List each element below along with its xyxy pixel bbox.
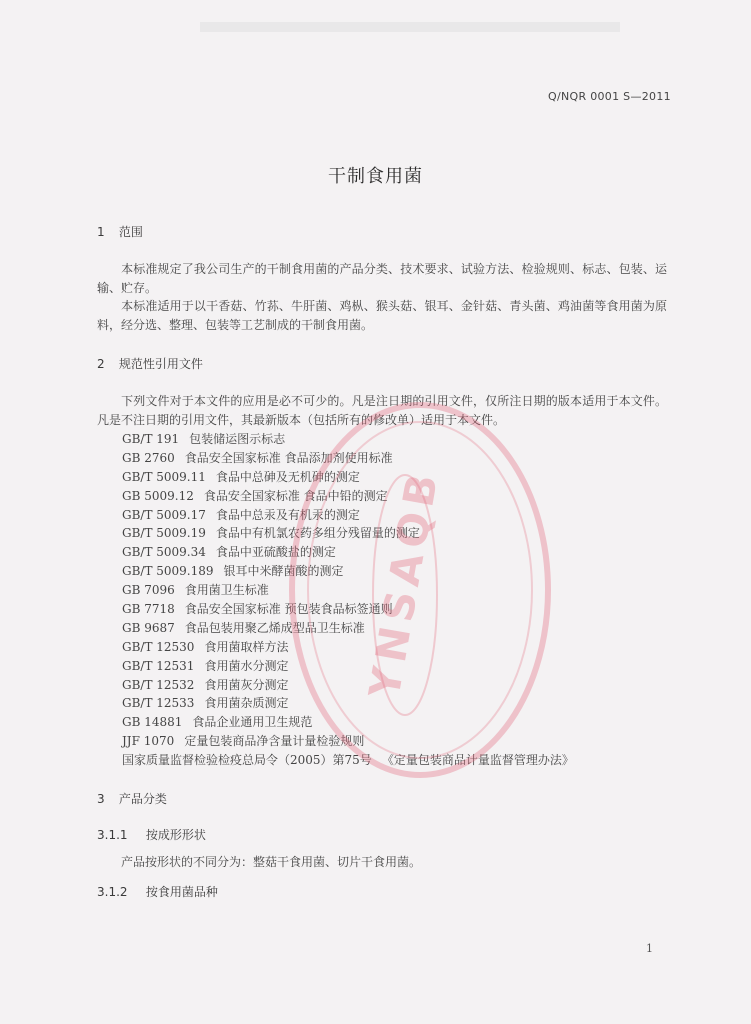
reference-code: GB 5009.12 bbox=[122, 488, 194, 503]
reference-item bbox=[122, 562, 574, 581]
section-title: 规范性引用文件 bbox=[118, 357, 203, 371]
subsection-3-1-2-heading bbox=[97, 883, 218, 900]
reference-item bbox=[122, 543, 574, 562]
section-number: 3 bbox=[97, 792, 105, 806]
reference-code: GB 14881 bbox=[122, 715, 183, 730]
reference-item bbox=[122, 657, 574, 676]
reference-code: JJF 1070 bbox=[122, 734, 175, 749]
reference-name: 包装储运图示标志 bbox=[189, 432, 286, 446]
reference-item bbox=[122, 694, 574, 713]
paragraph-text: 产品按形状的不同分为：整菇干食用菌、切片干食用菌。 bbox=[121, 855, 422, 869]
reference-item bbox=[122, 751, 574, 770]
reference-item bbox=[122, 676, 574, 695]
scope-paragraph-1 bbox=[97, 260, 667, 298]
reference-name: 食用菌卫生标准 bbox=[184, 583, 269, 598]
reference-name: 食用菌取样方法 bbox=[204, 639, 289, 654]
reference-item bbox=[122, 487, 574, 506]
section-number: 2 bbox=[97, 357, 105, 371]
subsection-title: 按食用菌品种 bbox=[145, 885, 218, 899]
reference-code: GB/T 5009.11 bbox=[122, 469, 206, 484]
reference-name: 定量包装商品净含量计量检验规则 bbox=[184, 734, 365, 749]
subsection-number: 3.1.1 bbox=[97, 828, 128, 842]
reference-name: 食品安全国家标准 食品添加剂使用标准 bbox=[184, 450, 393, 465]
seal-code-text: YNSAQB bbox=[359, 464, 449, 702]
reference-code: GB/T 12530 bbox=[122, 639, 195, 654]
reference-name: 食品中总汞及有机汞的测定 bbox=[215, 507, 360, 522]
reference-code: GB 9687 bbox=[122, 620, 175, 635]
reference-name: 食用菌杂质测定 bbox=[204, 696, 289, 711]
reference-name: 食品中总砷及无机砷的测定 bbox=[215, 469, 360, 484]
reference-name: 食品中有机氯农药多组分残留量的测定 bbox=[215, 526, 420, 541]
scope-paragraph-2 bbox=[97, 297, 667, 335]
normative-references-intro bbox=[97, 392, 667, 430]
reference-name: 食品中亚硫酸盐的测定 bbox=[215, 545, 336, 560]
reference-code: GB/T 5009.34 bbox=[122, 545, 206, 560]
reference-code: GB/T 12531 bbox=[122, 658, 195, 673]
document-title: 干制食用菌 bbox=[328, 166, 423, 187]
scan-bleed-through bbox=[200, 22, 620, 32]
reference-item bbox=[122, 600, 574, 619]
reference-list bbox=[122, 430, 574, 770]
reference-name: 食用菌水分测定 bbox=[204, 658, 289, 673]
reference-code: GB/T 191 bbox=[122, 432, 180, 446]
reference-item bbox=[122, 713, 574, 732]
reference-item bbox=[122, 619, 574, 638]
reference-item bbox=[122, 430, 574, 449]
reference-item bbox=[122, 506, 574, 525]
reference-code: GB 2760 bbox=[122, 450, 175, 465]
paragraph-text: 本标准适用于以干香菇、竹荪、牛肝菌、鸡枞、猴头菇、银耳、金针菇、青头菌、鸡油菌等食用菌为原料，经分选、整理、包装等工艺制成的干制食用菌。 bbox=[97, 299, 667, 332]
reference-code: 国家质量监督检验检疫总局令（2005）第75号 bbox=[122, 753, 372, 768]
reference-code: GB/T 5009.17 bbox=[122, 507, 206, 522]
reference-code: GB/T 12532 bbox=[122, 677, 195, 692]
section-title: 产品分类 bbox=[118, 792, 167, 806]
page-number: 1 bbox=[646, 942, 653, 955]
reference-name: 食品安全国家标准 食品中铅的测定 bbox=[203, 488, 388, 503]
reference-name: 食品企业通用卫生规范 bbox=[192, 715, 313, 730]
reference-name: 食用菌灰分测定 bbox=[204, 677, 289, 692]
reference-item bbox=[122, 638, 574, 657]
reference-item bbox=[122, 581, 574, 600]
section-title: 范围 bbox=[118, 225, 143, 239]
reference-name: 食品包装用聚乙烯成型品卫生标准 bbox=[184, 620, 365, 635]
subsection-number: 3.1.2 bbox=[97, 885, 128, 899]
reference-item bbox=[122, 732, 574, 751]
reference-code: GB 7096 bbox=[122, 583, 175, 598]
document-code: Q/NQR 0001 S—2011 bbox=[548, 90, 671, 103]
reference-name: 银耳中米酵菌酸的测定 bbox=[223, 564, 344, 579]
section-1-heading bbox=[97, 223, 143, 240]
reference-item bbox=[122, 524, 574, 543]
shape-classification-paragraph bbox=[97, 853, 667, 872]
reference-code: GB 7718 bbox=[122, 602, 175, 617]
section-number: 1 bbox=[97, 225, 105, 239]
section-3-heading bbox=[97, 790, 167, 807]
subsection-title: 按成形形状 bbox=[145, 828, 206, 842]
reference-item bbox=[122, 449, 574, 468]
paragraph-text: 下列文件对于本文件的应用是必不可少的。凡是注日期的引用文件，仅所注日期的版本适用于本文件。凡是不注日期的引用文件，其最新版本（包括所有的修改单）适用于本文件。 bbox=[97, 394, 667, 427]
reference-code: GB/T 5009.19 bbox=[122, 526, 206, 541]
paragraph-text: 本标准规定了我公司生产的干制食用菌的产品分类、技术要求、试验方法、检验规则、标志、包装、运输、贮存。 bbox=[97, 262, 667, 295]
reference-code: GB/T 12533 bbox=[122, 696, 195, 711]
reference-name: 食品安全国家标准 预包装食品标签通则 bbox=[184, 602, 393, 617]
reference-name: 《定量包装商品计量监督管理办法》 bbox=[381, 753, 574, 768]
subsection-3-1-1-heading bbox=[97, 826, 206, 843]
section-2-heading bbox=[97, 355, 203, 372]
reference-item bbox=[122, 468, 574, 487]
reference-code: GB/T 5009.189 bbox=[122, 564, 214, 579]
